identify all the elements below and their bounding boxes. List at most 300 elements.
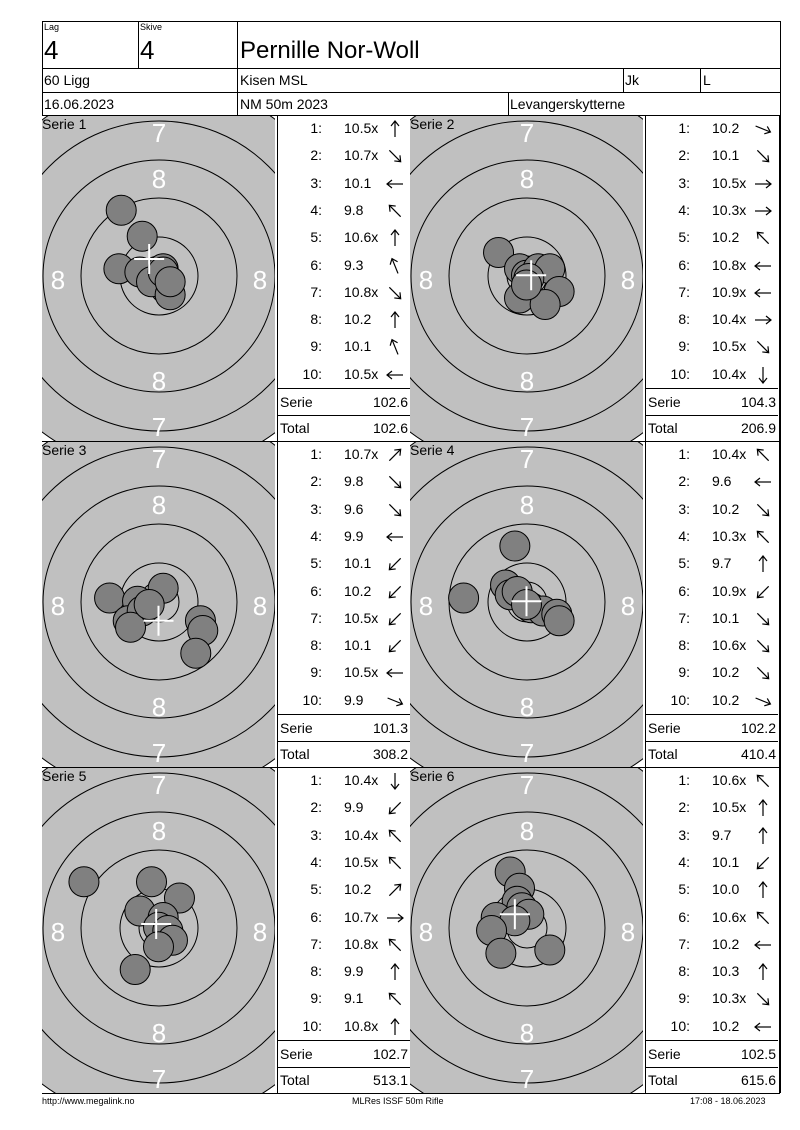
shot-value: 10.2 <box>712 229 740 246</box>
shot-number: 9: <box>310 664 322 681</box>
total-score-value: 308.2 <box>372 746 408 762</box>
shot-number: 8: <box>678 637 690 654</box>
shot-number: 2: <box>678 147 690 164</box>
shots-table <box>646 442 778 767</box>
serie-score-label: Serie <box>648 394 681 410</box>
shot-value: 10.8x <box>712 256 747 273</box>
shot-row <box>278 253 410 280</box>
serie-score-row <box>278 1041 410 1067</box>
shot-hole <box>69 867 99 897</box>
serie-score-row <box>278 715 410 741</box>
shot-value: 10.5x <box>712 338 747 355</box>
ring-number: 8 <box>620 917 636 947</box>
shot-value: 10.2 <box>712 935 740 952</box>
shot-value: 10.6x <box>712 772 747 788</box>
ring-number: 8 <box>151 366 167 396</box>
shot-row <box>646 225 778 252</box>
shot-direction-arrow-icon <box>384 364 406 386</box>
ring-number: 8 <box>151 164 167 194</box>
shot-row <box>278 171 410 198</box>
shot-direction-arrow-icon <box>384 200 406 222</box>
shot-number: 2: <box>678 799 690 816</box>
shot-value: 10.4x <box>712 365 747 382</box>
shot-row <box>278 768 410 795</box>
shot-number: 5: <box>310 555 322 572</box>
shot-number: 3: <box>310 826 322 843</box>
shot-row <box>278 905 410 932</box>
total-score-label: Total <box>280 746 310 762</box>
shot-row <box>278 959 410 986</box>
ring-number: 7 <box>151 444 167 474</box>
total-score-label: Total <box>280 1072 310 1088</box>
shot-value: 10.4x <box>712 446 747 462</box>
shot-direction-arrow-icon <box>384 499 406 521</box>
shot-row <box>278 986 410 1013</box>
shot-number: 4: <box>310 201 322 218</box>
shot-direction-arrow-icon <box>384 907 406 929</box>
shot-number: 6: <box>678 256 690 273</box>
ring-number: 8 <box>50 591 66 621</box>
shot-row <box>646 606 778 633</box>
shot-direction-arrow-icon <box>752 200 774 222</box>
ring-number: 8 <box>519 1018 535 1048</box>
shot-number: 1: <box>678 446 690 462</box>
shot-number: 4: <box>310 527 322 544</box>
shot-value: 10.9x <box>712 283 747 300</box>
serie-score-value: 104.3 <box>740 394 776 410</box>
shot-row <box>646 932 778 959</box>
shots-table <box>278 116 410 441</box>
shot-row <box>646 660 778 687</box>
shot-row <box>646 633 778 660</box>
shot-value: 10.8x <box>344 935 379 952</box>
shot-number: 8: <box>678 963 690 980</box>
serie-score-value: 102.6 <box>372 394 408 410</box>
shot-number: 7: <box>678 283 690 300</box>
shot-value: 10.5x <box>344 853 379 870</box>
shot-value: 10.4x <box>712 311 747 328</box>
shot-row <box>278 225 410 252</box>
shot-direction-arrow-icon <box>384 635 406 657</box>
shot-direction-arrow-icon <box>384 255 406 277</box>
shot-number: 10: <box>670 365 690 382</box>
shot-value: 10.9x <box>712 582 747 599</box>
shot-direction-arrow-icon <box>752 690 774 712</box>
skive-value: 4 <box>140 35 155 65</box>
shot-row <box>646 497 778 524</box>
shot-direction-arrow-icon <box>752 988 774 1010</box>
serie-score-label: Serie <box>648 720 681 736</box>
organizer-label: Levangerskytterne <box>510 96 626 112</box>
shot-direction-arrow-icon <box>384 608 406 630</box>
shot-value: 9.6 <box>712 473 732 490</box>
ring-number: 8 <box>519 366 535 396</box>
shot-number: 9: <box>678 338 690 355</box>
shot-direction-arrow-icon <box>752 309 774 331</box>
shot-row <box>646 307 778 334</box>
shot-row <box>278 524 410 551</box>
shot-value: 10.2 <box>344 881 372 898</box>
shot-direction-arrow-icon <box>384 581 406 603</box>
shot-row <box>646 143 778 170</box>
shot-number: 2: <box>310 147 322 164</box>
shot-direction-arrow-icon <box>752 662 774 684</box>
shot-value: 10.1 <box>344 637 372 654</box>
shot-value: 10.1 <box>344 555 372 572</box>
shot-row <box>278 579 410 606</box>
shot-value: 9.9 <box>344 799 364 816</box>
shot-value: 9.9 <box>344 527 364 544</box>
shot-value: 10.3 <box>712 963 740 980</box>
shot-value: 10.7x <box>344 908 379 925</box>
shot-direction-arrow-icon <box>752 825 774 847</box>
shot-direction-arrow-icon <box>384 1016 406 1038</box>
shot-value: 10.2 <box>344 582 372 599</box>
total-score-value: 206.9 <box>740 420 776 436</box>
shot-value: 10.1 <box>712 853 740 870</box>
shot-row <box>278 442 410 469</box>
shot-number: 4: <box>310 853 322 870</box>
total-score-value: 513.1 <box>372 1072 408 1088</box>
shot-number: 8: <box>310 637 322 654</box>
shot-value: 10.1 <box>344 338 372 355</box>
shot-row <box>646 795 778 822</box>
shot-number: 6: <box>310 582 322 599</box>
ring-number: 8 <box>418 591 434 621</box>
shot-hole <box>155 267 185 297</box>
shot-row <box>278 795 410 822</box>
shot-direction-arrow-icon <box>384 282 406 304</box>
shot-row <box>278 660 410 687</box>
date-label: 16.06.2023 <box>44 96 115 112</box>
shot-direction-arrow-icon <box>752 934 774 956</box>
shot-number: 10: <box>670 691 690 708</box>
target-svg <box>42 116 275 441</box>
target-svg <box>410 442 643 767</box>
shot-row <box>646 688 778 715</box>
shot-value: 10.5x <box>344 120 379 136</box>
shot-row <box>278 850 410 877</box>
shot-value: 10.2 <box>712 664 740 681</box>
shot-number: 1: <box>310 446 322 462</box>
shot-number: 3: <box>678 500 690 517</box>
shot-row <box>278 116 410 143</box>
ring-number: 7 <box>151 770 167 800</box>
shot-direction-arrow-icon <box>752 145 774 167</box>
shot-hole <box>127 221 157 251</box>
serie-score-label: Serie <box>280 1046 313 1062</box>
shot-direction-arrow-icon <box>384 471 406 493</box>
shot-number: 5: <box>310 229 322 246</box>
shot-number: 7: <box>310 283 322 300</box>
shot-hole <box>181 638 211 668</box>
shot-direction-arrow-icon <box>752 526 774 548</box>
shot-value: 10.3x <box>712 201 747 218</box>
shot-direction-arrow-icon <box>752 852 774 874</box>
ring-number: 7 <box>519 118 535 148</box>
shots-table <box>646 768 778 1093</box>
shot-value: 10.6x <box>344 229 379 246</box>
ring-number: 8 <box>252 591 268 621</box>
shot-row <box>646 198 778 225</box>
shot-direction-arrow-icon <box>752 444 774 466</box>
series-label: Serie 3 <box>42 442 87 458</box>
ring-number: 8 <box>50 265 66 295</box>
shot-direction-arrow-icon <box>752 879 774 901</box>
shot-number: 1: <box>310 772 322 788</box>
serie-score-row <box>278 389 410 415</box>
shot-number: 9: <box>678 664 690 681</box>
shot-value: 10.4x <box>344 772 379 788</box>
footer-timestamp: 17:08 - 18.06.2023 <box>690 1096 766 1106</box>
shot-number: 1: <box>678 120 690 136</box>
series-target <box>42 116 275 441</box>
shot-row <box>646 823 778 850</box>
shot-row <box>278 877 410 904</box>
ring-number: 8 <box>519 692 535 722</box>
ring-number: 8 <box>418 265 434 295</box>
ring-number: 7 <box>151 1064 167 1093</box>
shot-hole <box>449 583 479 613</box>
series-target <box>410 768 643 1093</box>
shot-direction-arrow-icon <box>384 852 406 874</box>
shot-direction-arrow-icon <box>384 770 406 792</box>
shot-number: 4: <box>678 527 690 544</box>
shot-number: 9: <box>310 990 322 1007</box>
shot-hole <box>486 938 516 968</box>
shot-number: 2: <box>678 473 690 490</box>
shot-value: 10.3x <box>712 527 747 544</box>
shot-number: 1: <box>678 772 690 788</box>
skive-label: Skive <box>140 22 163 32</box>
shot-value: 10.8x <box>344 283 379 300</box>
shot-number: 3: <box>310 174 322 191</box>
series-target <box>42 768 275 1093</box>
total-score-label: Total <box>648 420 678 436</box>
event-label: NM 50m 2023 <box>240 96 328 112</box>
ring-number: 8 <box>620 265 636 295</box>
ring-number: 8 <box>151 692 167 722</box>
series-label: Serie 6 <box>410 768 455 784</box>
target-svg <box>42 768 275 1093</box>
shot-direction-arrow-icon <box>752 282 774 304</box>
shots-table <box>278 768 410 1093</box>
target-svg <box>410 768 643 1093</box>
shot-number: 7: <box>310 609 322 626</box>
total-score-value: 102.6 <box>372 420 408 436</box>
shot-row <box>646 362 778 389</box>
ring-number: 8 <box>252 917 268 947</box>
ring-number: 7 <box>519 412 535 441</box>
target-svg <box>42 442 275 767</box>
shot-row <box>278 198 410 225</box>
shot-row <box>278 606 410 633</box>
shot-row <box>646 850 778 877</box>
shot-hole <box>106 195 136 225</box>
shot-value: 10.1 <box>344 174 372 191</box>
shot-row <box>278 497 410 524</box>
shot-direction-arrow-icon <box>752 499 774 521</box>
shot-row <box>646 116 778 143</box>
shot-row <box>646 442 778 469</box>
shot-number: 2: <box>310 799 322 816</box>
shot-direction-arrow-icon <box>384 336 406 358</box>
serie-score-value: 101.3 <box>372 720 408 736</box>
shot-hole <box>134 590 164 620</box>
total-score-row <box>646 1067 778 1093</box>
shot-number: 6: <box>678 908 690 925</box>
ring-number: 8 <box>519 816 535 846</box>
ring-number: 8 <box>418 917 434 947</box>
shot-hole <box>535 935 565 965</box>
shot-row <box>646 986 778 1013</box>
shot-value: 10.7x <box>344 446 379 462</box>
series-label: Serie 1 <box>42 116 87 132</box>
total-score-row <box>646 415 778 441</box>
series-target <box>410 116 643 441</box>
shot-row <box>278 688 410 715</box>
shot-direction-arrow-icon <box>384 173 406 195</box>
shot-value: 10.7x <box>344 147 379 164</box>
shot-direction-arrow-icon <box>384 988 406 1010</box>
serie-score-label: Serie <box>648 1046 681 1062</box>
shot-row <box>646 253 778 280</box>
shot-direction-arrow-icon <box>752 907 774 929</box>
target-svg <box>410 116 643 441</box>
total-score-value: 410.4 <box>740 746 776 762</box>
shot-direction-arrow-icon <box>752 173 774 195</box>
ring-number: 8 <box>50 917 66 947</box>
shot-hole <box>144 932 174 962</box>
shot-number: 7: <box>310 935 322 952</box>
ring-number: 8 <box>151 1018 167 1048</box>
club-label: Kisen MSL <box>240 72 308 88</box>
shot-value: 10.2 <box>712 120 740 136</box>
shot-value: 9.9 <box>344 691 364 708</box>
shot-number: 6: <box>678 582 690 599</box>
shot-value: 10.5x <box>712 174 747 191</box>
shot-value: 10.4x <box>344 826 379 843</box>
shot-value: 10.5x <box>712 799 747 816</box>
shot-value: 10.5x <box>344 664 379 681</box>
ring-number: 8 <box>519 164 535 194</box>
shot-row <box>278 633 410 660</box>
shot-number: 8: <box>310 963 322 980</box>
total-score-label: Total <box>648 746 678 762</box>
serie-score-value: 102.7 <box>372 1046 408 1062</box>
shots-table <box>646 116 778 441</box>
shot-value: 10.5x <box>344 365 379 382</box>
shot-number: 9: <box>678 990 690 1007</box>
series-target <box>410 442 643 767</box>
total-score-value: 615.6 <box>740 1072 776 1088</box>
shot-number: 8: <box>678 311 690 328</box>
shot-number: 7: <box>678 609 690 626</box>
ring-number: 7 <box>519 1064 535 1093</box>
shot-direction-arrow-icon <box>384 526 406 548</box>
shot-direction-arrow-icon <box>384 309 406 331</box>
total-score-row <box>646 741 778 767</box>
shot-number: 6: <box>310 908 322 925</box>
ring-number: 8 <box>151 490 167 520</box>
shot-direction-arrow-icon <box>752 1016 774 1038</box>
shot-number: 5: <box>678 881 690 898</box>
shot-value: 10.2 <box>344 311 372 328</box>
shot-value: 9.6 <box>344 500 364 517</box>
shot-row <box>646 524 778 551</box>
ring-number: 8 <box>252 265 268 295</box>
shot-number: 6: <box>310 256 322 273</box>
total-score-label: Total <box>280 420 310 436</box>
serie-score-value: 102.5 <box>740 1046 776 1062</box>
shot-number: 3: <box>678 826 690 843</box>
ring-number: 7 <box>151 412 167 441</box>
shot-row <box>278 469 410 496</box>
ring-number: 7 <box>519 770 535 800</box>
ring-number: 7 <box>519 738 535 767</box>
shot-direction-arrow-icon <box>384 227 406 249</box>
shot-row <box>278 362 410 389</box>
shot-row <box>278 307 410 334</box>
shot-direction-arrow-icon <box>384 879 406 901</box>
shot-number: 4: <box>678 201 690 218</box>
ring-number: 7 <box>519 444 535 474</box>
shot-value: 10.5x <box>344 609 379 626</box>
shooter-name: Pernille Nor-Woll <box>240 37 420 64</box>
shot-value: 10.1 <box>712 609 740 626</box>
shot-direction-arrow-icon <box>752 364 774 386</box>
shot-row <box>278 823 410 850</box>
shot-direction-arrow-icon <box>752 553 774 575</box>
shot-value: 9.8 <box>344 473 364 490</box>
shot-row <box>646 171 778 198</box>
serie-score-row <box>646 715 778 741</box>
shot-direction-arrow-icon <box>752 635 774 657</box>
shot-number: 10: <box>302 691 322 708</box>
shot-value: 9.9 <box>344 963 364 980</box>
shot-direction-arrow-icon <box>752 770 774 792</box>
footer-url[interactable]: http://www.megalink.no <box>42 1096 135 1106</box>
shot-row <box>278 551 410 578</box>
shot-row <box>278 1014 410 1041</box>
shot-number: 8: <box>310 311 322 328</box>
shot-value: 10.2 <box>712 1017 740 1034</box>
shot-number: 10: <box>302 365 322 382</box>
class-label: 60 Ligg <box>44 72 90 88</box>
shot-number: 3: <box>678 174 690 191</box>
shot-direction-arrow-icon <box>384 934 406 956</box>
shot-row <box>646 579 778 606</box>
l-label: L <box>703 72 711 88</box>
shot-value: 10.3x <box>712 990 747 1007</box>
shot-direction-arrow-icon <box>752 336 774 358</box>
serie-score-label: Serie <box>280 720 313 736</box>
shot-direction-arrow-icon <box>752 961 774 983</box>
ring-number: 7 <box>151 738 167 767</box>
footer-product: MLRes ISSF 50m Rifle <box>352 1096 444 1106</box>
lag-value: 4 <box>44 35 59 65</box>
shot-value: 10.0 <box>712 881 740 898</box>
shot-hole <box>500 531 530 561</box>
shot-number: 7: <box>678 935 690 952</box>
shot-value: 9.7 <box>712 555 732 572</box>
shot-hole <box>120 955 150 985</box>
shot-value: 10.2 <box>712 691 740 708</box>
shot-direction-arrow-icon <box>752 227 774 249</box>
shot-row <box>278 932 410 959</box>
shot-value: 10.6x <box>712 637 747 654</box>
lag-label: Lag <box>44 22 60 32</box>
